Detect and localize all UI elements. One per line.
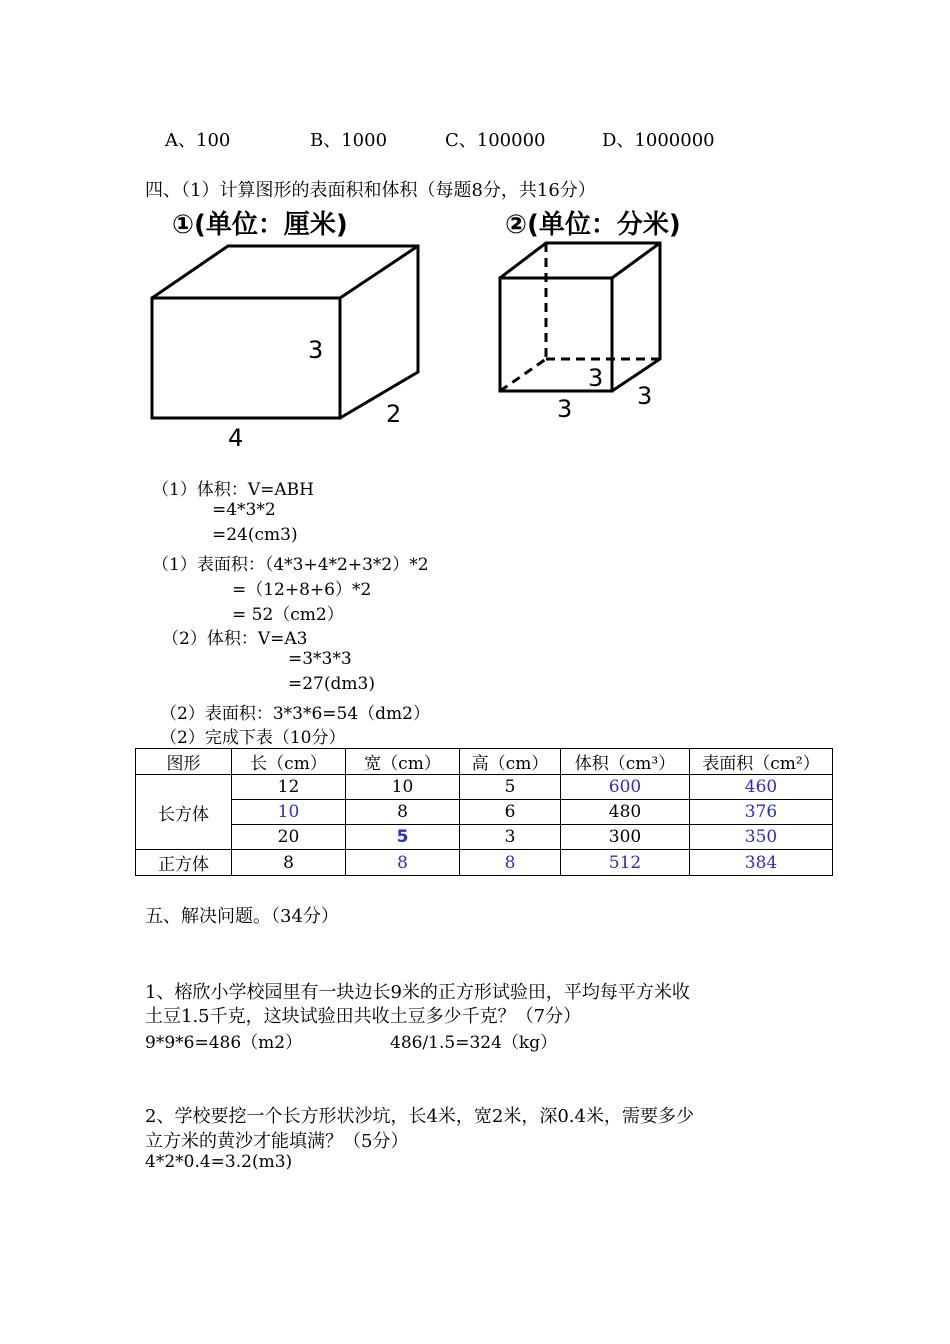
work-line: =24(cm3) bbox=[212, 525, 298, 545]
question1-answer-weight: 486/1.5=324（kg） bbox=[390, 1033, 558, 1053]
table-row bbox=[136, 800, 833, 825]
work-line: =（12+8+6）*2 bbox=[232, 580, 372, 600]
header-cell: 高（cm） bbox=[460, 749, 561, 775]
table-row bbox=[136, 825, 833, 850]
table-cell: 300 bbox=[561, 825, 690, 850]
section4-heading: 四、（1）计算图形的表面积和体积（每题8分，共16分） bbox=[145, 180, 596, 201]
work-line: （2）表面积：3*3*6=54（dm2） bbox=[160, 704, 430, 724]
table-header-row bbox=[136, 749, 833, 775]
question2-answer: 4*2*0.4=3.2(m3) bbox=[145, 1152, 293, 1172]
answer-cell: 384 bbox=[690, 850, 833, 876]
option-c: C、100000 bbox=[445, 130, 546, 151]
table-cell: 5 bbox=[460, 775, 561, 800]
answer-cell: 350 bbox=[690, 825, 833, 850]
work-line: =27(dm3) bbox=[288, 674, 375, 694]
cuboid-height-label: 3 bbox=[308, 336, 324, 364]
option-b: B、1000 bbox=[310, 130, 388, 151]
work-line: = 52（cm2） bbox=[232, 605, 344, 625]
work-line: （1）体积：V=ABH bbox=[152, 480, 314, 500]
table-cell: 8 bbox=[346, 800, 460, 825]
table-row bbox=[136, 850, 833, 876]
answer-cell: 460 bbox=[690, 775, 833, 800]
table-cell: 10 bbox=[346, 775, 460, 800]
answer-cell: 8 bbox=[460, 850, 561, 876]
header-cell: 宽（cm） bbox=[346, 749, 460, 775]
answer-cell: 8 bbox=[346, 850, 460, 876]
answer-cell: 600 bbox=[561, 775, 690, 800]
question1-line1: 1、榕欣小学校园里有一块边长9米的正方形试验田，平均每平方米收 bbox=[145, 982, 690, 1003]
group-label-cube: 正方体 bbox=[136, 850, 232, 876]
answer-cell: 376 bbox=[690, 800, 833, 825]
cube-figure bbox=[0, 0, 950, 470]
header-cell: 表面积（cm²） bbox=[690, 749, 833, 775]
work-line: （2）体积：V=A3 bbox=[162, 629, 308, 649]
question2-line2: 立方米的黄沙才能填满？（5分） bbox=[145, 1131, 409, 1152]
cuboid-length-label: 4 bbox=[228, 424, 244, 452]
table-cell: 20 bbox=[232, 825, 346, 850]
cube-length-label: 3 bbox=[557, 395, 573, 423]
header-cell: 体积（cm³） bbox=[561, 749, 690, 775]
section5-heading: 五、解决问题。（34分） bbox=[145, 906, 339, 927]
option-a: A、100 bbox=[165, 130, 231, 151]
question1-answer-area: 9*9*6=486（m2） bbox=[145, 1033, 303, 1053]
answer-cell: 5 bbox=[346, 825, 460, 850]
table-cell: 480 bbox=[561, 800, 690, 825]
question1-line2: 土豆1.5千克，这块试验田共收土豆多少千克？（7分） bbox=[145, 1006, 582, 1027]
answer-cell: 512 bbox=[561, 850, 690, 876]
header-cell: 长（cm） bbox=[232, 749, 346, 775]
cube-height-label: 3 bbox=[588, 364, 604, 392]
group-label-cuboid: 长方体 bbox=[136, 775, 232, 850]
cuboid-width-label: 2 bbox=[386, 400, 402, 428]
header-cell: 图形 bbox=[136, 749, 232, 775]
work-line: =3*3*3 bbox=[288, 649, 352, 669]
question2-line1: 2、学校要挖一个长方形状沙坑，长4米，宽2米，深0.4米，需要多少 bbox=[145, 1106, 694, 1127]
table-cell: 3 bbox=[460, 825, 561, 850]
answer-cell: 10 bbox=[232, 800, 346, 825]
table-cell: 6 bbox=[460, 800, 561, 825]
figure1-title: ①(单位：厘米) bbox=[172, 210, 348, 240]
cube-width-label: 3 bbox=[637, 382, 653, 410]
work-line: （2）完成下表（10分） bbox=[160, 728, 346, 748]
work-line: （1）表面积：（4*3+4*2+3*2）*2 bbox=[152, 555, 429, 575]
work-line: =4*3*2 bbox=[212, 500, 276, 520]
table-cell: 12 bbox=[232, 775, 346, 800]
table-row bbox=[136, 775, 833, 800]
dimensions-table bbox=[135, 748, 833, 876]
figure2-title: ②(单位：分米) bbox=[505, 210, 681, 240]
table-cell: 8 bbox=[232, 850, 346, 876]
option-d: D、1000000 bbox=[602, 130, 715, 151]
